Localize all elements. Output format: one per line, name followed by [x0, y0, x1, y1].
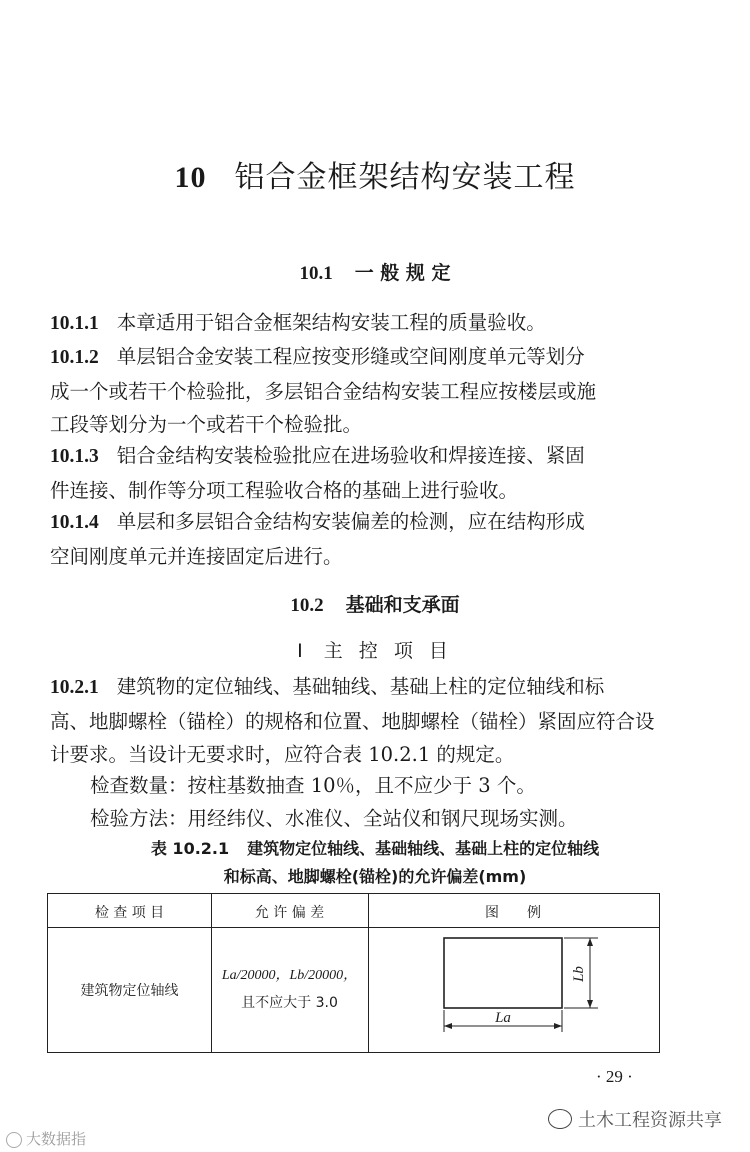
table-header-divider: [48, 927, 659, 928]
clause-number: 10.1.1: [50, 313, 99, 334]
clause-text-line: 计要求。当设计无要求时，应符合表 10.2.1 的规定。: [50, 743, 515, 766]
clause-text-line: 单层和多层铝合金结构安装偏差的检测，应在结构形成: [116, 510, 585, 533]
table-cell-tolerance-line1: La/20000，Lb/20000，: [221, 968, 358, 983]
clause-number: 10.1.3: [50, 446, 99, 467]
clause-10-1-2: [50, 340, 700, 442]
check-quantity: 检查数量：按柱基数抽查 10％，且不应少于 3 个。: [90, 774, 536, 797]
page-number: · 29 ·: [596, 1067, 633, 1086]
roman-numeral: Ⅰ: [297, 640, 308, 662]
clause-number: 10.1.4: [50, 512, 99, 533]
section-number: 10.2: [290, 595, 324, 616]
table-number: 表 10.2.1: [150, 839, 230, 858]
table-header-tolerance: 允 许 偏 差: [254, 905, 325, 921]
watermark-left: 大数据指: [6, 1128, 86, 1149]
watermark-logo-icon: [6, 1132, 22, 1148]
watermark-right: 土木工程资源共享: [548, 1106, 722, 1132]
clause-text-line: 本章适用于铝合金框架结构安装工程的质量验收。: [116, 311, 546, 334]
clause-text-line: 单层铝合金安装工程应按变形缝或空间刚度单元等划分: [116, 345, 585, 368]
section-heading-10-1: [0, 258, 750, 285]
clause-10-2-1: [50, 670, 700, 772]
table-cell-tolerance-line2: 且不应大于 3.0: [241, 995, 338, 1011]
clause-10-1-1: [50, 306, 700, 341]
subheading-main-items: [0, 636, 750, 663]
table-header-diagram: 图 例: [485, 905, 541, 921]
chapter-title: [0, 152, 750, 196]
chapter-title-text: 铝合金框架结构安装工程: [234, 160, 576, 195]
subheading-title: 主 控 项 目: [323, 640, 453, 662]
clause-text-line: 件连接、制作等分项工程验收合格的基础上进行验收。: [50, 478, 519, 502]
axis-rectangle: [444, 938, 562, 1008]
table-caption-line1: [0, 836, 750, 859]
clause-10-1-3: [50, 439, 700, 507]
wechat-icon: [548, 1109, 572, 1129]
clause-text-line: 高、地脚螺栓（锚栓）的规格和位置、地脚螺栓（锚栓）紧固应符合设: [50, 709, 655, 733]
label-la: La: [495, 1010, 511, 1026]
clause-text-line: 空间刚度单元并连接固定后进行。: [50, 544, 343, 568]
clause-text-line: 铝合金结构安装检验批应在进场验收和焊接连接、紧固: [116, 444, 585, 467]
table-caption-line2: 和标高、地脚螺栓(锚栓)的允许偏差(mm): [223, 867, 527, 886]
clause-text-line: 建筑物的定位轴线、基础轴线、基础上柱的定位轴线和标: [116, 675, 605, 698]
label-lb: Lb: [571, 966, 587, 982]
table-header-item: 检 查 项 目: [94, 905, 165, 921]
section-heading-10-2: [0, 590, 750, 617]
clause-text-line: 工段等划分为一个或若干个检验批。: [50, 413, 363, 436]
chapter-number: 10: [174, 161, 207, 194]
clause-number: 10.1.2: [50, 347, 99, 368]
clause-number: 10.2.1: [50, 677, 99, 698]
table-caption-text: 建筑物定位轴线、基础轴线、基础上柱的定位轴线: [247, 839, 600, 858]
arrow-icon: [554, 1023, 562, 1029]
section-title: 基础和支承面: [345, 594, 460, 616]
arrow-icon: [444, 1023, 452, 1029]
clause-text-line: 成一个或若干个检验批，多层铝合金结构安装工程应按楼层或施: [50, 379, 597, 403]
table-cell-item: 建筑物定位轴线: [80, 983, 179, 999]
section-number: 10.1: [299, 263, 333, 284]
arrow-icon: [587, 938, 593, 946]
section-title: 一 般 规 定: [354, 262, 451, 284]
tolerance-table: [47, 893, 660, 1053]
check-method: 检验方法：用经纬仪、水准仪、全站仪和钢尺现场实测。: [90, 807, 578, 830]
clause-10-1-4: [50, 505, 700, 573]
axis-diagram: [428, 936, 618, 1036]
arrow-icon: [587, 1000, 593, 1008]
